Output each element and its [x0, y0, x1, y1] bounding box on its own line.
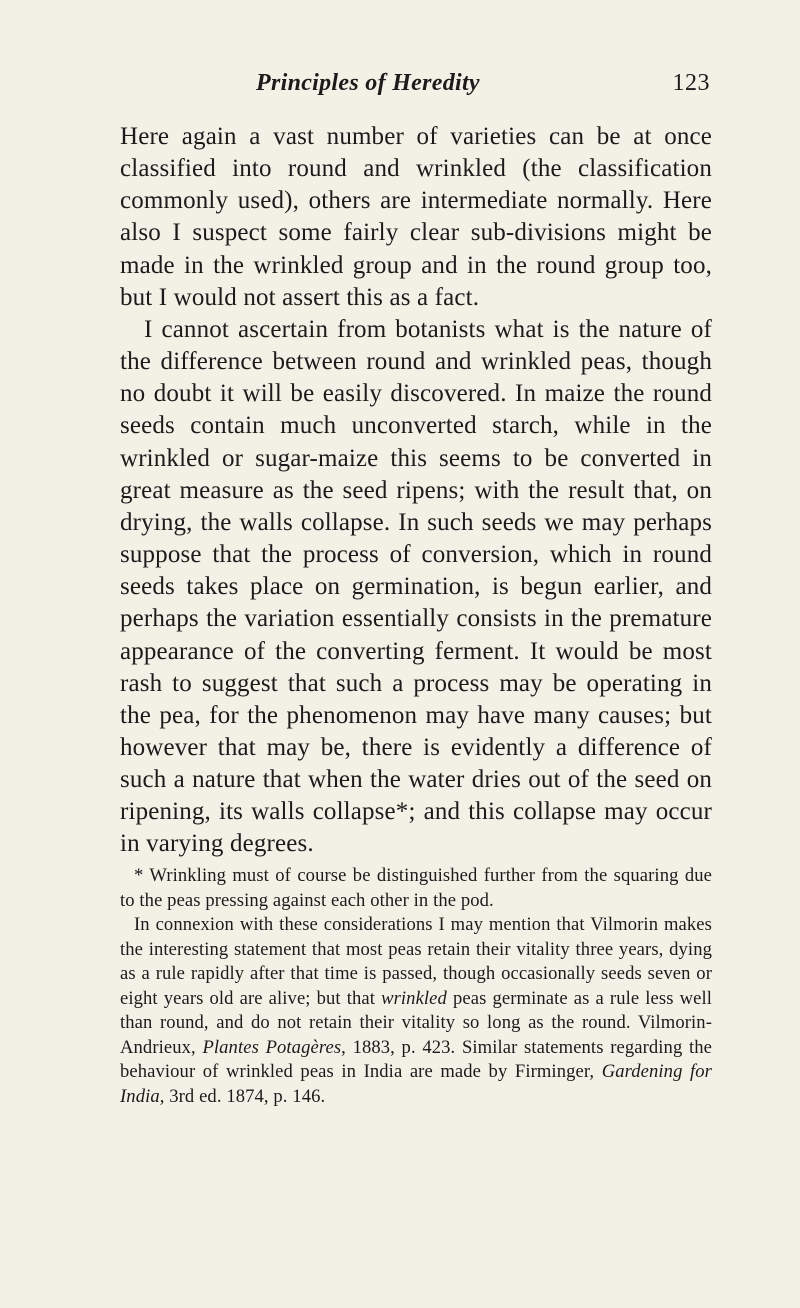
footnote-emphasis: wrinkled: [381, 987, 447, 1009]
paragraph: I cannot ascertain from botanists what is the nature of the difference between round and wrinkled peas, though no doubt it will be easily discovered. In maize the round seeds contain much unconverted starch, while in the wrinkled or sugar-maize this seems to be converted in great measure as the seed ripens; with the result that, on drying, the walls collapse. In such seeds we may perhaps suppose that the process of conversion, which in round seeds takes place on germination, is begun earlier, and perhaps the variation essentially consists in the premature appearance of the converting ferment. It would be most rash to suggest that such a process may be operating in the pea, for the phenomenon may have many causes; but however that may be, there is evidently a difference of such a nature that when the water dries out of the seed on ripening, its walls collapse*; and this collapse may occur in varying degrees.: [120, 315, 712, 858]
running-title: Principles of Heredity: [256, 70, 480, 96]
footnote-book-title: Plantes Potagères: [202, 1036, 342, 1058]
paragraph: Here again a vast number of varieties can be at once classified into round and wrinkled (the classification commonly used), others are intermediate normally. Here also I suspect some fairly clear sub-divisions might be made in the wrinkled group and in the round group too, but I would not assert this as a fact.: [120, 123, 712, 311]
footnote-text: , 3rd ed. 1874, p. 146.: [159, 1085, 326, 1107]
body-text: [120, 121, 712, 861]
footnote: [120, 864, 712, 1109]
footnote-book-title: Gardening for India: [120, 1061, 712, 1107]
footnote-paragraph: * Wrinkling must of course be distinguished further from the squaring due to the peas pressing against each other in the pod.: [120, 865, 712, 911]
footnote-text: In connexion with these considerations I may mention that Vilmorin makes the interesting statement that most peas retain their vitality three years, dying as a rule rapidly after that time is passed, though occasionally seeds seven or eight years old are alive; but that: [120, 914, 712, 1009]
running-head: [120, 70, 710, 110]
footnote-paragraph: [120, 913, 712, 1109]
footnote-text: , 1883, p. 423. Similar statements regarding the behaviour of wrinkled peas in India are made by Firminger,: [120, 1036, 713, 1082]
page-number: 123: [672, 70, 710, 96]
footnote-text: peas germinate as a rule less well than round, and do not retain their vitality so long as the round. Vilmorin-Andrieux,: [120, 987, 713, 1058]
